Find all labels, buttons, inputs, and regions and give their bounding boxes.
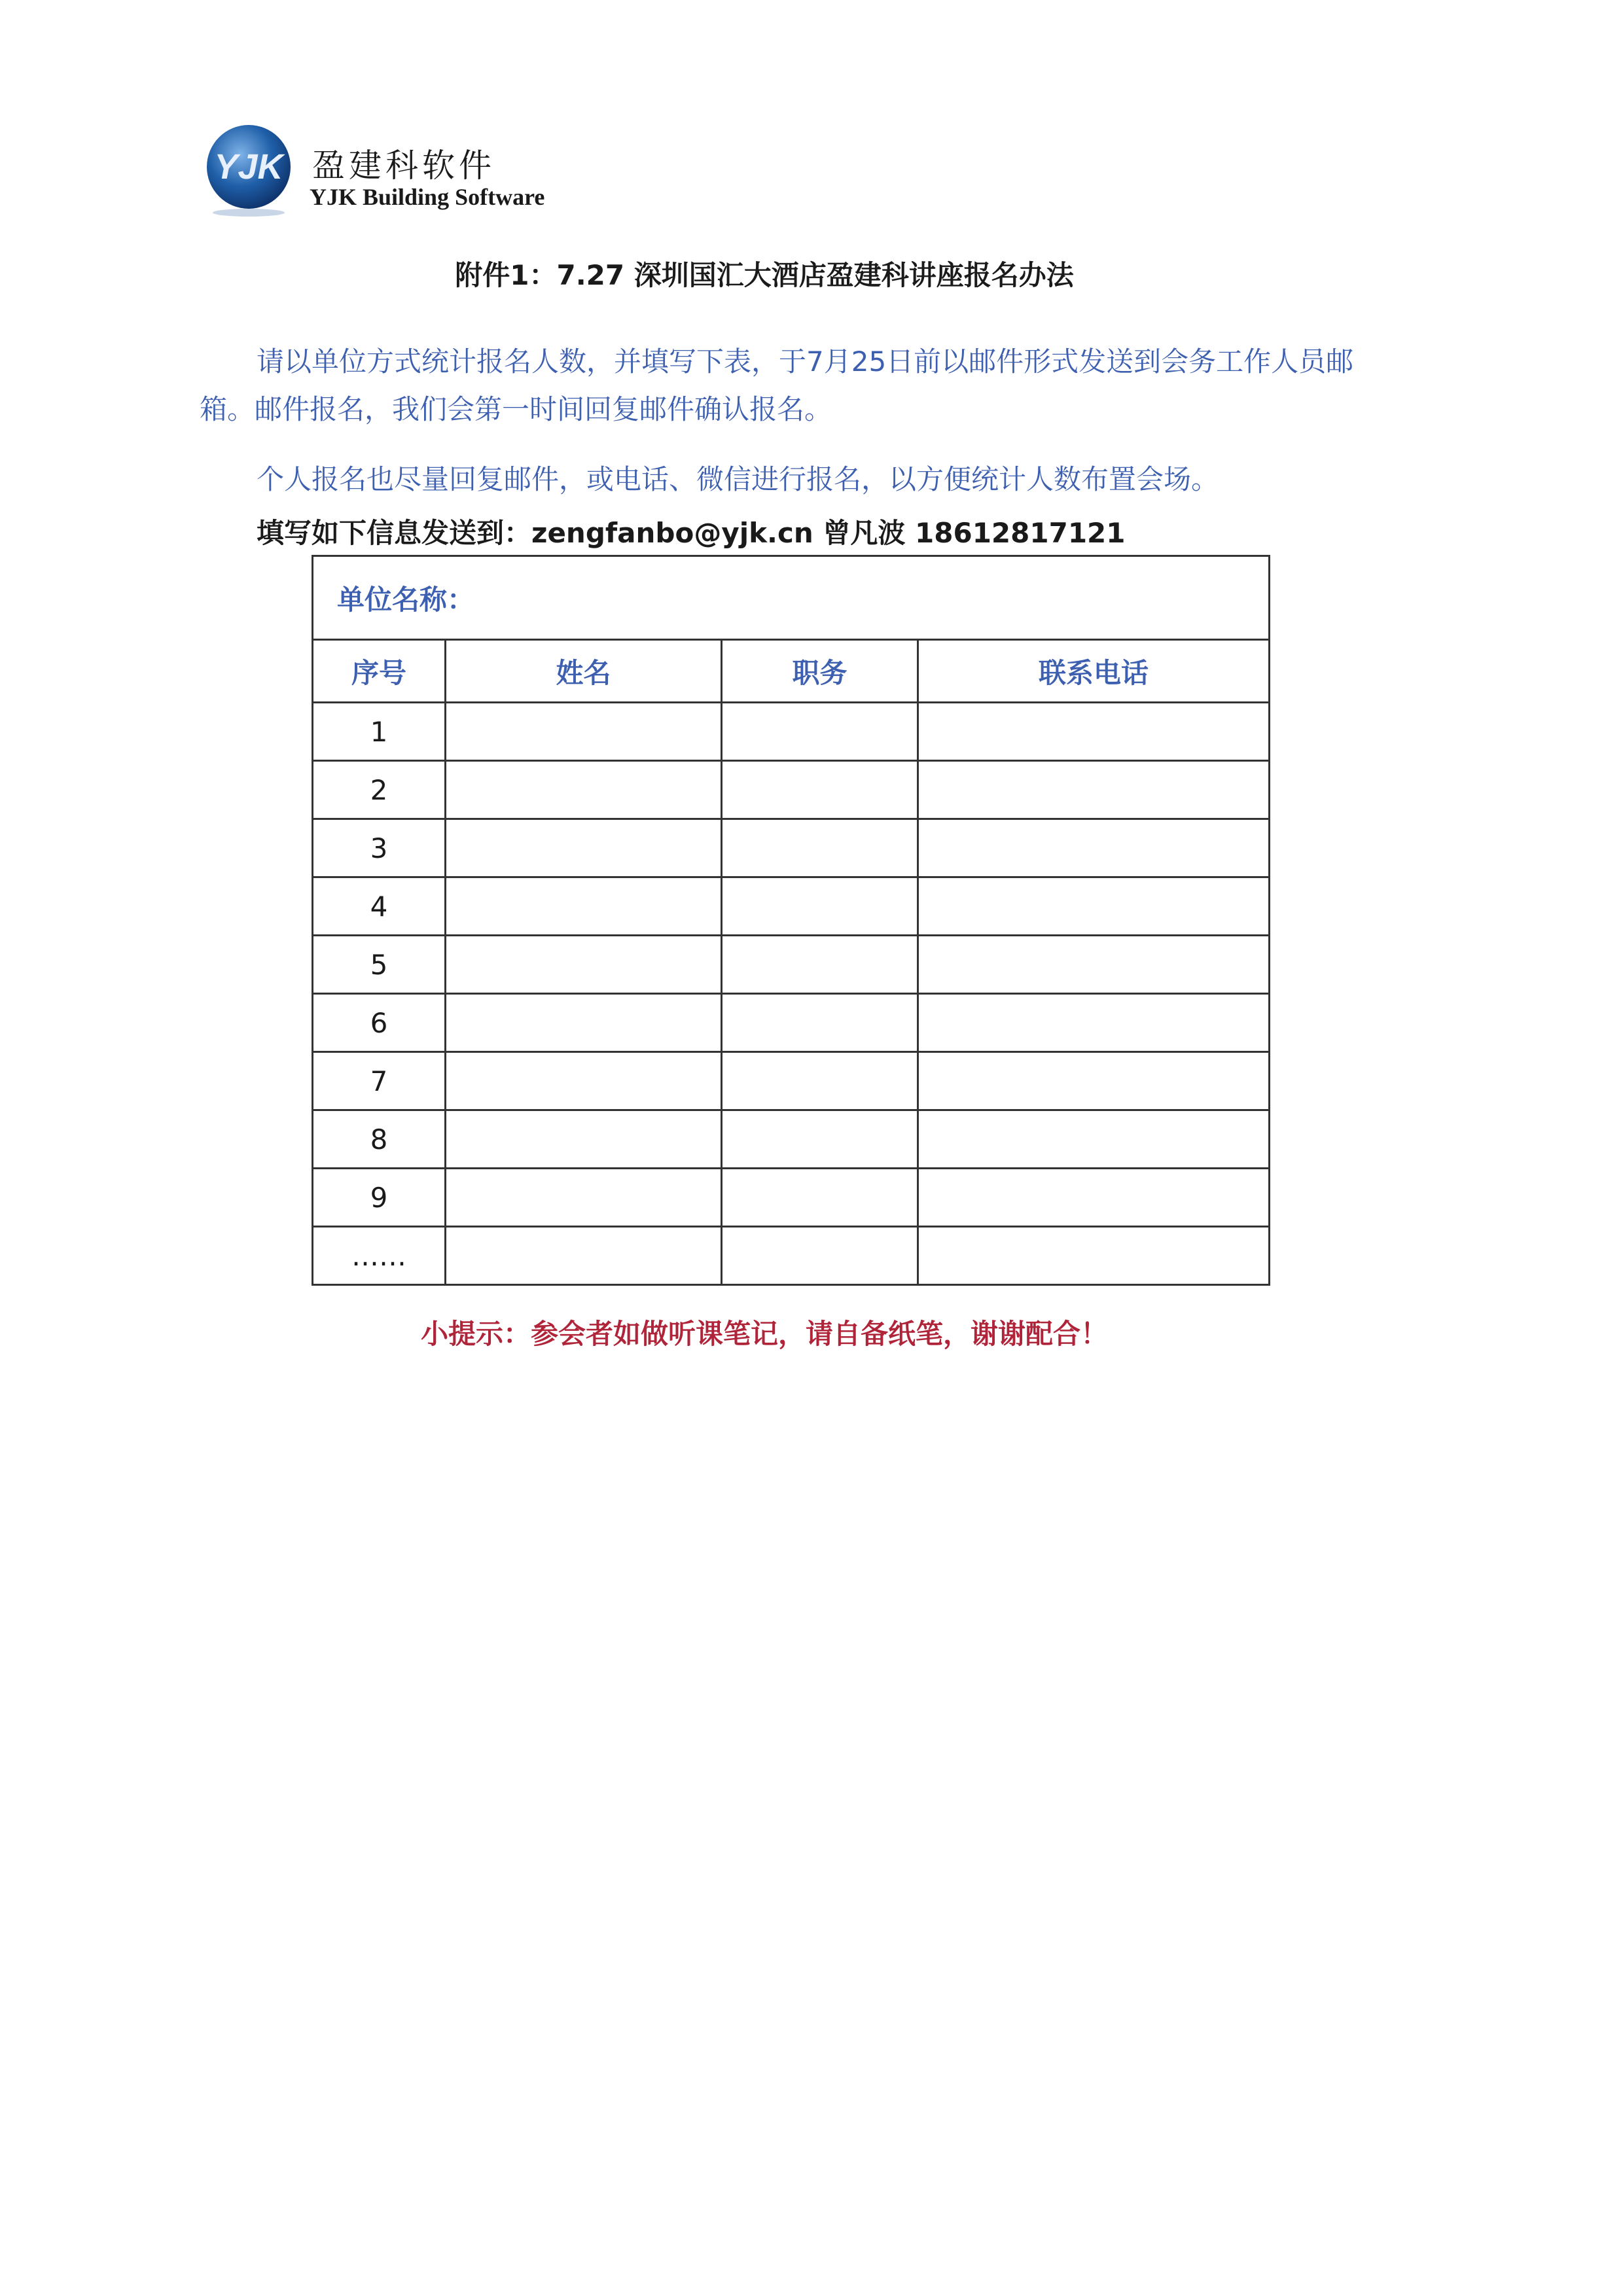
tip-note: 小提示：参会者如做听课笔记，请自备纸笔，谢谢配合！ [420, 1318, 1108, 1350]
logo-chinese-name: 盈建科软件 [312, 147, 495, 185]
row-index: 5 [313, 936, 446, 994]
row-index: 2 [313, 761, 446, 819]
send-to-line: 填写如下信息发送到：zengfanbo@yjk.cn 曾凡波 18612817121 [257, 517, 1126, 549]
position-cell[interactable] [722, 761, 918, 819]
table-row [313, 819, 1270, 877]
position-cell[interactable] [722, 819, 918, 877]
table-row [313, 1227, 1270, 1285]
phone-cell[interactable] [918, 703, 1270, 761]
row-index: 1 [313, 703, 446, 761]
yjk-logo-icon [200, 121, 298, 219]
header-position: 职务 [722, 640, 918, 703]
name-cell[interactable] [446, 1169, 722, 1227]
table-row [313, 1169, 1270, 1227]
instruction-line-1: 请以单位方式统计报名人数，并填写下表，于7月25日前以邮件形式发送到会务工作人员邮 [257, 345, 1354, 378]
table-row [313, 877, 1270, 936]
phone-cell[interactable] [918, 819, 1270, 877]
position-cell[interactable] [722, 1110, 918, 1169]
row-index: 6 [313, 994, 446, 1052]
document-title: 附件1：7.27 深圳国汇大酒店盈建科讲座报名办法 [455, 259, 1074, 291]
row-index: 3 [313, 819, 446, 877]
name-cell[interactable] [446, 1110, 722, 1169]
name-cell[interactable] [446, 761, 722, 819]
table-row [313, 1110, 1270, 1169]
row-index: 9 [313, 1169, 446, 1227]
phone-cell[interactable] [918, 1110, 1270, 1169]
table-row [313, 703, 1270, 761]
table-row [313, 994, 1270, 1052]
position-cell[interactable] [722, 1227, 918, 1285]
name-cell[interactable] [446, 994, 722, 1052]
registration-form-table [312, 555, 1270, 1286]
position-cell[interactable] [722, 703, 918, 761]
phone-cell[interactable] [918, 1052, 1270, 1110]
position-cell[interactable] [722, 1052, 918, 1110]
header-phone: 联系电话 [918, 640, 1270, 703]
position-cell[interactable] [722, 994, 918, 1052]
unit-row [313, 556, 1270, 640]
instruction-line-2: 箱。邮件报名，我们会第一时间回复邮件确认报名。 [200, 393, 832, 425]
name-cell[interactable] [446, 1052, 722, 1110]
header-row [313, 640, 1270, 703]
name-cell[interactable] [446, 1227, 722, 1285]
phone-cell[interactable] [918, 936, 1270, 994]
row-index: 8 [313, 1110, 446, 1169]
phone-cell[interactable] [918, 1169, 1270, 1227]
phone-cell[interactable] [918, 994, 1270, 1052]
header-index: 序号 [313, 640, 446, 703]
logo-english-name: YJK Building Software [310, 184, 545, 210]
unit-name-field[interactable]: 单位名称： [313, 556, 1270, 640]
position-cell[interactable] [722, 936, 918, 994]
row-index: 4 [313, 877, 446, 936]
header-name: 姓名 [446, 640, 722, 703]
name-cell[interactable] [446, 936, 722, 994]
phone-cell[interactable] [918, 761, 1270, 819]
phone-cell[interactable] [918, 877, 1270, 936]
name-cell[interactable] [446, 877, 722, 936]
logo-mark-text: YJK [214, 147, 283, 186]
position-cell[interactable] [722, 877, 918, 936]
position-cell[interactable] [722, 1169, 918, 1227]
table-row [313, 761, 1270, 819]
row-index: …… [313, 1227, 446, 1285]
row-index: 7 [313, 1052, 446, 1110]
company-logo [200, 121, 566, 226]
phone-cell[interactable] [918, 1227, 1270, 1285]
instruction-line-3: 个人报名也尽量回复邮件，或电话、微信进行报名，以方便统计人数布置会场。 [257, 463, 1219, 495]
name-cell[interactable] [446, 819, 722, 877]
table-row [313, 936, 1270, 994]
table-row [313, 1052, 1270, 1110]
name-cell[interactable] [446, 703, 722, 761]
